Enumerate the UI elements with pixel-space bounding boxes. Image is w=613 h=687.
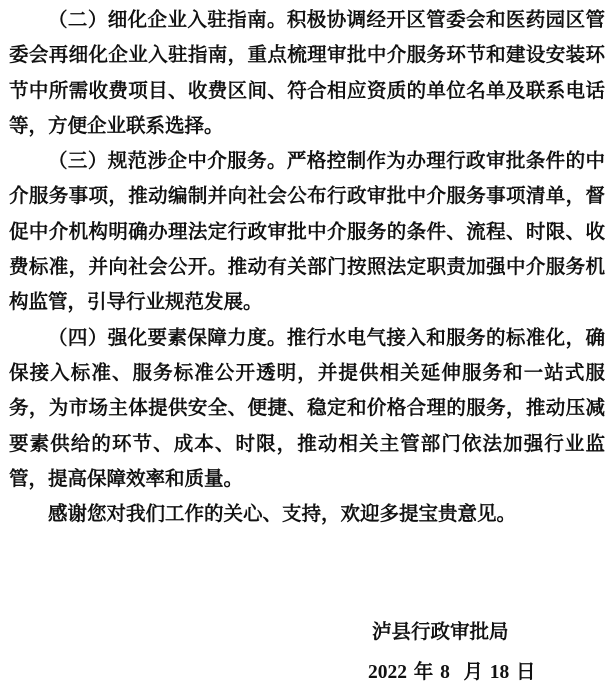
signature-organization: 泸县行政审批局 [372, 620, 509, 643]
date-year-unit: 年 [413, 660, 434, 683]
section-3-text: 严格控制作为办理行政审批条件的中介服务事项，推动编制并向社会公布行政审批中介服务事项清单，督促中介机构明确办理法定行政审批中介服务的条件、流程、时限、收费标准，并向社会公开。推动有关部门按照法定职责加强中介服务机构监管，引导行业规范发展。 [9, 149, 605, 314]
date-month-unit: 月 [463, 660, 483, 683]
date-month: 8 [440, 662, 450, 683]
section-4-heading: （四）强化要素保障力度。 [48, 325, 287, 349]
section-2-text: 积极协调经开区管委会和医药园区管委会再细化企业入驻指南，重点梳理审批中介服务环节和建设安装环节中所需收费项目、收费区间、符合相应资质的单位名单及联系电话等，方便企业联系选择。 [9, 8, 605, 137]
date-day-unit: 日 [516, 660, 536, 683]
section-3-heading: （三）规范涉企中介服务。 [48, 149, 287, 173]
signature-date [368, 659, 536, 686]
section-4-text: 推行水电气接入和服务的标准化，确保接入标准、服务标准公开透明，并提供相关延伸服务和一站式服务，为市场主体提供安全、便捷、稳定和价格合理的服务，推动压减要素供给的环节、成本、时限，推动相关主管部门依法加强行业监管，提高保障效率和质量。 [9, 325, 605, 490]
section-3 [9, 143, 605, 319]
document-body [9, 2, 605, 531]
date-day: 18 [489, 662, 510, 683]
section-4 [9, 320, 605, 496]
date-year: 2022 [368, 662, 407, 683]
section-2 [9, 2, 605, 143]
closing-remark: 感谢您对我们工作的关心、支持，欢迎多提宝贵意见。 [48, 502, 517, 526]
section-2-heading: （二）细化企业入驻指南。 [48, 8, 287, 31]
